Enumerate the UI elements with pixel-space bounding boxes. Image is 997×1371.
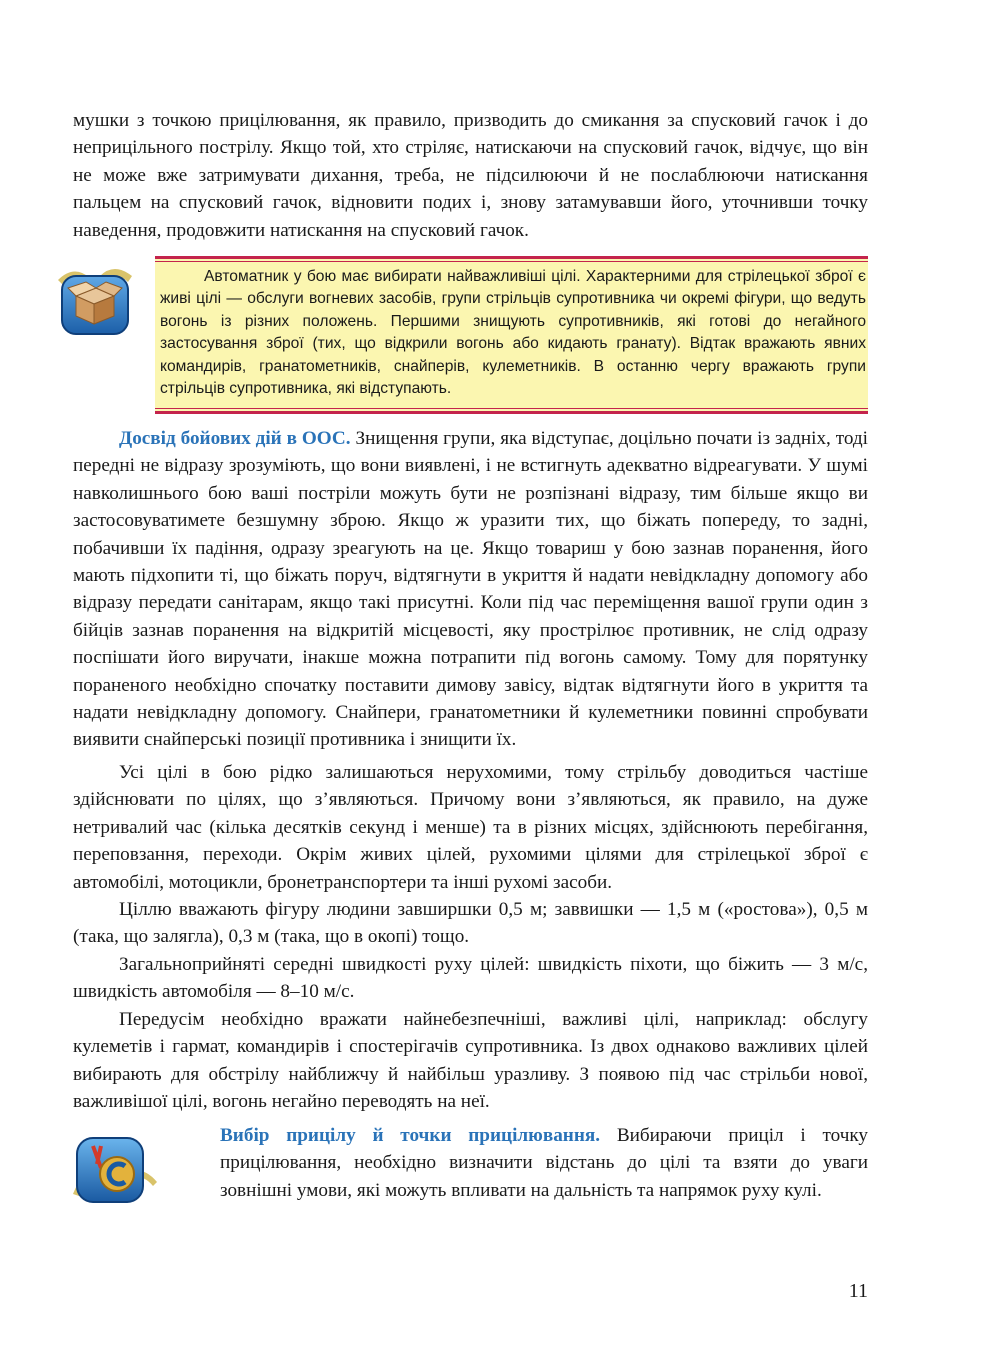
- page-number: 11: [848, 1280, 868, 1302]
- sight-text: Вибираючи приціл і точку прицілювання, необхідно визначити відстань до цілі та взяти до уваги зовнішні умови, які можуть впливати на дальність та напрямок руху кулі.: [220, 1125, 868, 1201]
- letter-c-emblem-icon: [71, 1134, 159, 1206]
- info-box-text: Автоматник у бою має вибирати найважливіші цілі. Характерними для стрілецької зброї є живі цілі — обслуги вогневих засобів, групи стрільців супротивника чи окремі фігури, що ведуть вогонь із різних положень. Першими знищують супротивників, які готові до негайного застосування зброї (тих, що відкрили вогонь або кидають гранату). Відтак вражають явних командирів, гранатометників, снайперів, кулеметників. В останню чергу вражають групи стрільців супротивника, які відступають.: [160, 268, 866, 398]
- sight-heading: Вибір прицілу й точки прицілювання.: [220, 1125, 601, 1146]
- info-box: [155, 256, 868, 414]
- paragraph-moving-targets: Усі цілі в бою рідко залишаються нерухомими, тому стрільбу доводиться частіше здійснювати по цілях, що з’являються. Причому вони з’являються, як правило, на дуже нетривалий час (кілька десятків секунд і менше) та в різних місцях, здійснюють перебігання, переповзання, переходи. Окрім живих цілей, рухомими цілями для стрілецької зброї є автомобілі, мотоцикли, бронетранспортери та інші рухомі засоби.: [73, 762, 868, 893]
- open-box-icon: [54, 262, 136, 336]
- paragraph-target-size: Ціллю вважають фігуру людини завширшки 0,5 м; заввишки — 1,5 м («ростова»), 0,5 м (така, що залягла), 0,3 м (така, що в окопі) тощо.: [73, 899, 868, 948]
- paragraph-target-speed: Загальноприйняті середні швидкості руху цілей: швидкість піхоти, що біжить — 3 м/с, швидкість автомобіля — 8–10 м/с.: [73, 954, 868, 1003]
- experience-paragraph: [73, 425, 868, 754]
- intro-paragraph: мушки з точкою прицілювання, як правило, призводить до смикання за спусковий гачок і до неприцільного пострілу. Якщо той, хто стріляє, натискаючи на спусковий гачок, відчує, що він не може вже затримувати дихання, треба, не підсилюючи й не послаблюючи натискання пальцем на спусковий гачок, відновити подих і, знову затамувавши його, уточнивши точку наведення, продовжити натискання на спусковий гачок.: [73, 110, 868, 241]
- experience-heading: Досвід бойових дій в ООС.: [119, 428, 351, 449]
- experience-text: Знищення групи, яка відступає, доцільно почати із задніх, тоді передні не відразу зрозуміють, що вони виявлені, і не встигнуть адекватно відреагувати. У шумі навколишнього бою ваші постріли можуть бути не розпізнані відразу, тим більше якщо ви застосовуватимете безшумну зброю. Якщо ж уразити тих, що біжать попереду, то задні, побачивши їх падіння, одразу зреагують на це. Якщо товариш у бою зазнав поранення, його мають підхопити ті, що біжать поруч, відтягнути в укриття й надати невідкладну допомогу або відразу передати санітарам, якщо такі присутні. Коли під час переміщення вашої групи один з бійців зазнав поранення на відкритій місцевості, яку прострілює противник, не слід одразу поспішати його виручати, інакше можна потрапити під вогонь самому. Тому для порятунку пораненого необхідно спочатку поставити димову завісу, відтак відтягнути його в укриття та надати невідкладну допомогу. Снайпери, гранатометники й кулеметники повинні спробувати виявити снайперські позиції противника і знищити їх.: [73, 428, 868, 751]
- paragraph-priority: Передусім необхідно вражати найнебезпечніші, важливі цілі, наприклад: обслугу кулеметів і гармат, командирів і спостерігачів супротивника. Із двох однаково важливих цілей вибирають для обстрілу найближчу й найбільш уразливу. З появою під час стрільби нової, важливішої цілі, вогонь негайно переводять на неї.: [73, 1009, 868, 1113]
- sight-section-line1: [220, 1122, 868, 1204]
